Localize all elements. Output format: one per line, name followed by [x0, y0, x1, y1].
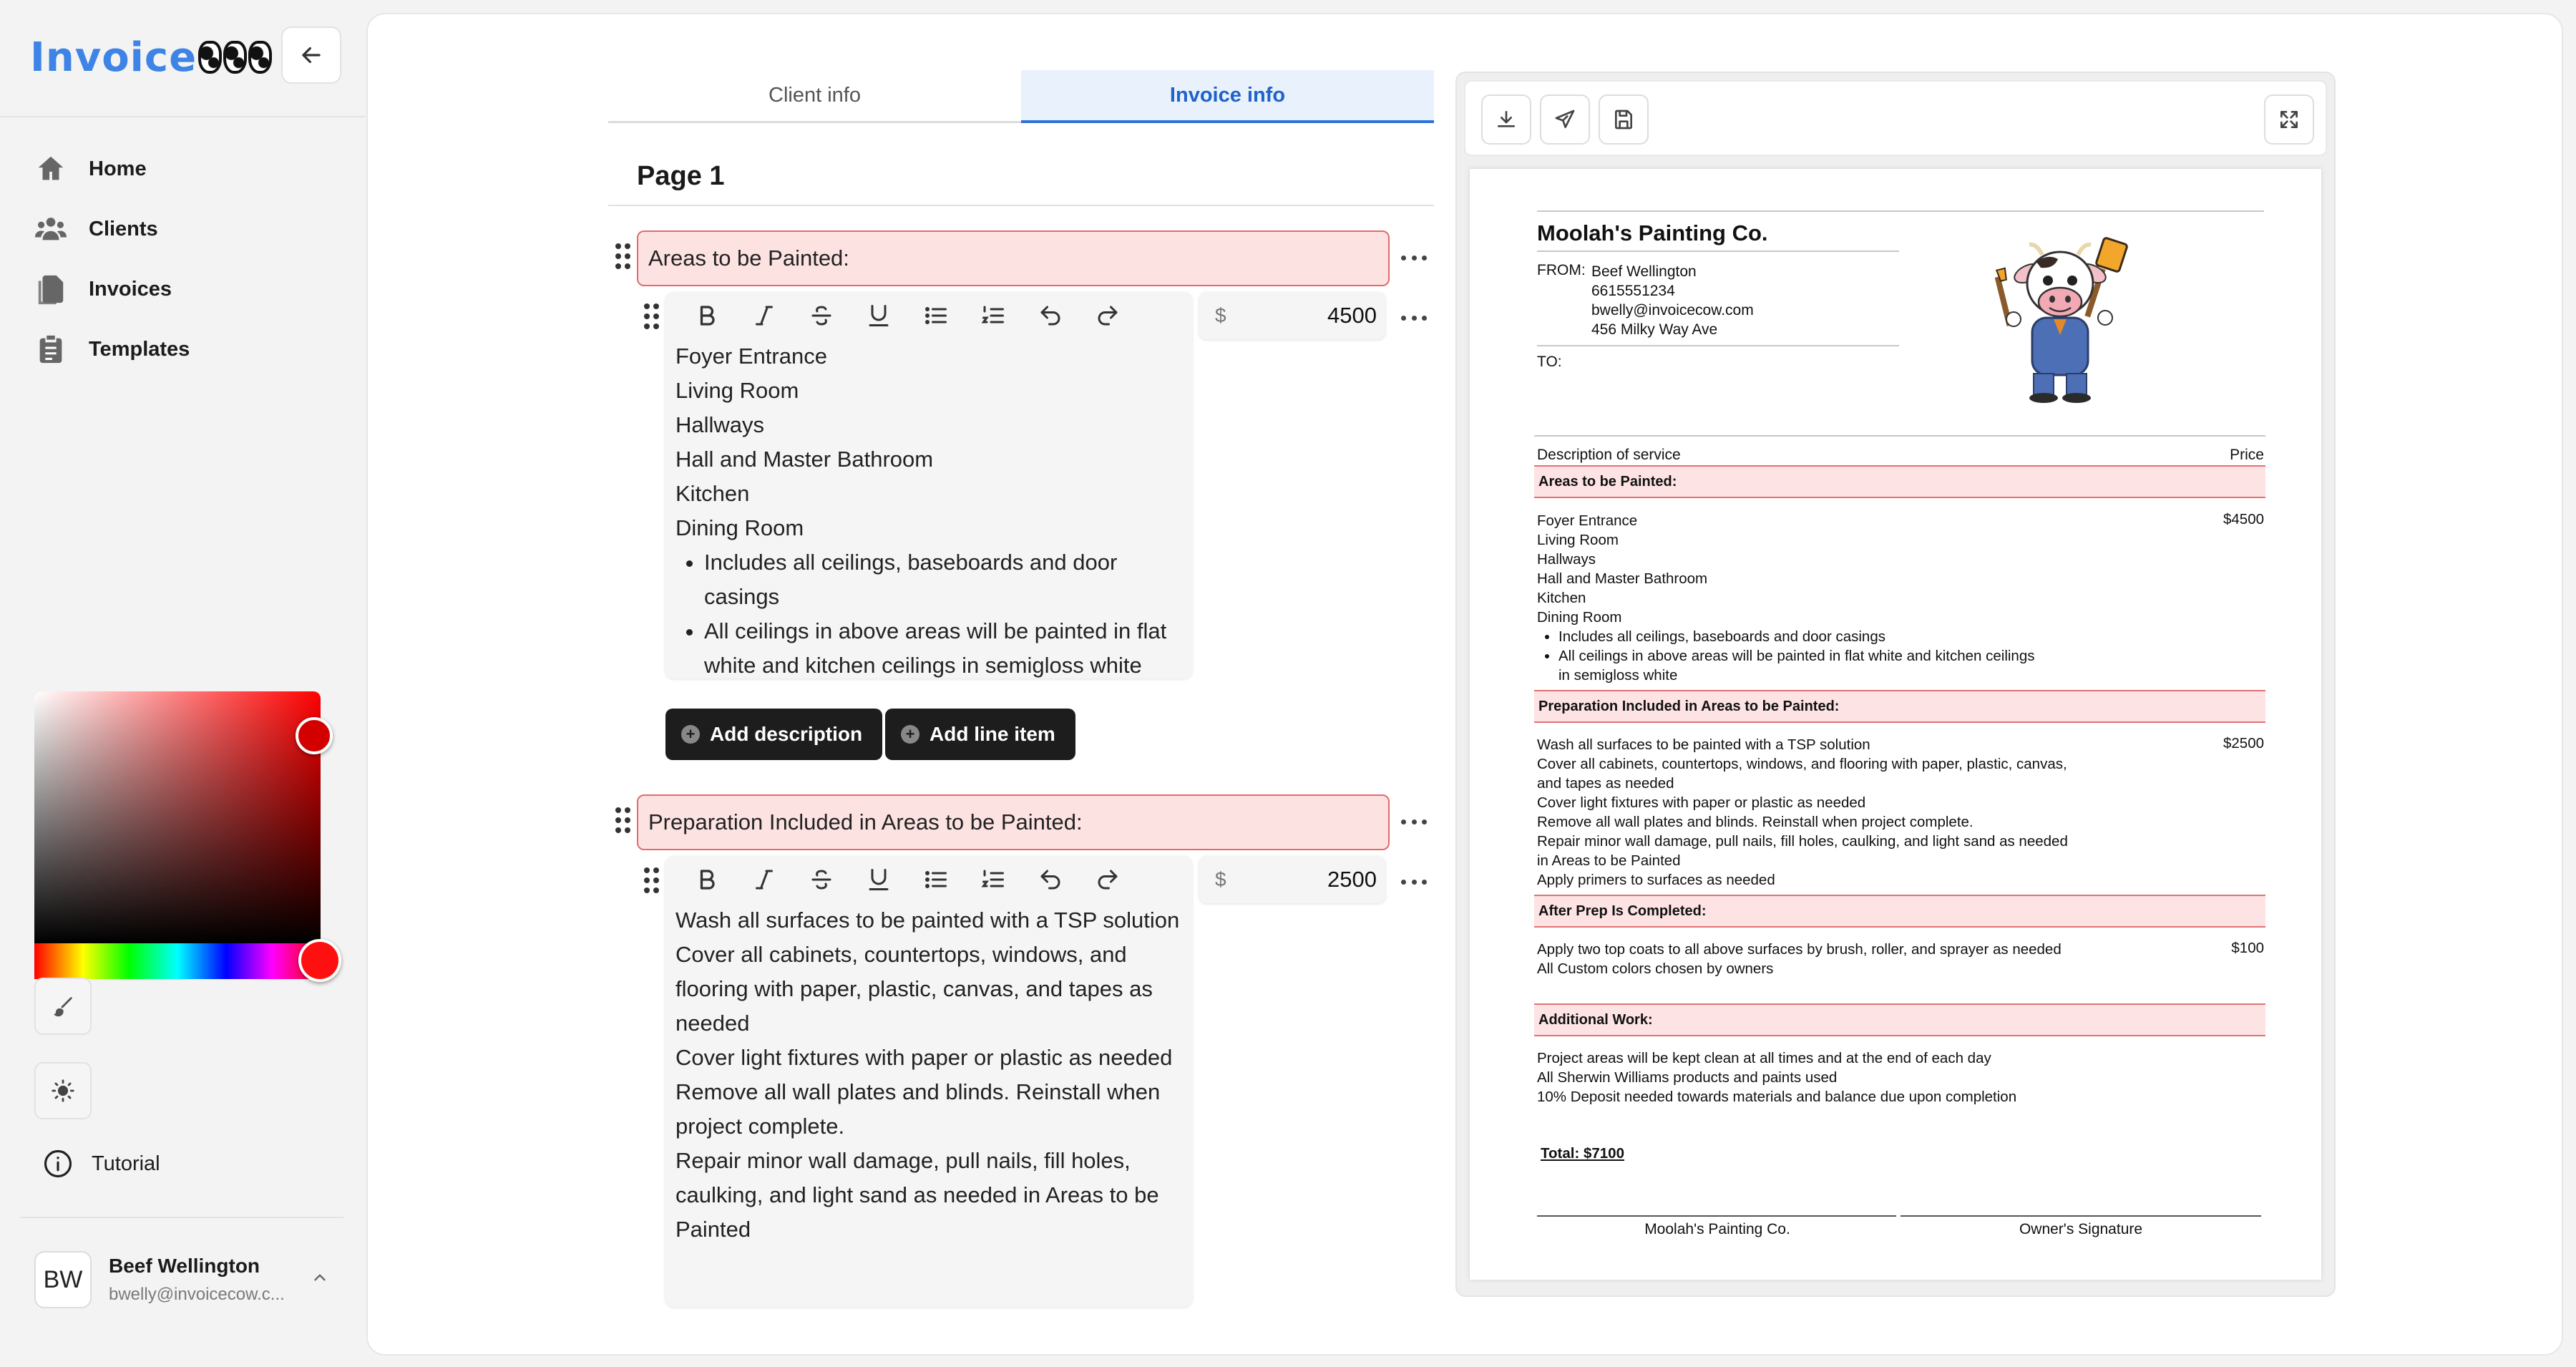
home-icon [34, 152, 67, 185]
preview-line: Apply two top coats to all above surfaces by brush, roller, and sprayer as needed [1537, 941, 2062, 958]
preview-amount: $100 [2231, 940, 2264, 956]
tab-invoice-info[interactable]: Invoice info [1021, 70, 1434, 123]
italic-button[interactable] [736, 856, 793, 903]
bullet-item: • Includes all ceilings, baseboards and door casings [704, 545, 1184, 614]
preview-line: Remove all wall plates and blinds. Reinstall when project complete. [1537, 814, 1974, 830]
plus-circle-icon: + [901, 725, 919, 744]
more-options-icon[interactable] [1401, 245, 1427, 271]
text-line: Living Room [675, 378, 799, 403]
nav-item-invoices[interactable] [34, 269, 172, 309]
preview-section-title: Additional Work: [1534, 1003, 2265, 1036]
text-line: Repair minor wall damage, pull nails, fill holes, caulking, and light sand as needed in Areas to be Painted [675, 1148, 1159, 1242]
currency-symbol: $ [1215, 868, 1226, 890]
text-toolbar [665, 856, 1192, 903]
user-email: bwelly@invoicecow.c... [109, 1285, 285, 1304]
text-toolbar [665, 292, 1192, 339]
nav-label: Clients [89, 217, 158, 240]
save-icon [1612, 108, 1635, 131]
underline-button[interactable] [850, 856, 907, 903]
main-panel [366, 13, 2563, 1356]
line-item-editor[interactable] [665, 856, 1192, 1307]
bullet-list-button[interactable] [907, 856, 965, 903]
from-line: bwelly@invoicecow.com [1591, 302, 1754, 318]
col-description: Description of service [1537, 447, 1681, 463]
button-label: Add line item [930, 723, 1055, 745]
signature-line [1537, 1215, 1896, 1217]
eyedropper-button[interactable] [34, 978, 92, 1035]
preview-bullet: • All ceilings in above areas will be painted in flat white and kitchen ceilings in semigloss white [1558, 646, 2038, 685]
bold-icon [694, 867, 720, 892]
text-line: Cover light fixtures with paper or plastic as needed [675, 1045, 1173, 1070]
owner-signature-label: Owner's Signature [2019, 1221, 2143, 1237]
price-value: 2500 [1327, 867, 1377, 892]
numbered-list-button[interactable] [965, 292, 1022, 339]
preview-line: Cover light fixtures with paper or plastic as needed [1537, 794, 1866, 811]
strikethrough-icon [809, 303, 834, 329]
preview-section-title: Areas to be Painted: [1534, 465, 2265, 498]
invoice-total: Total: $7100 [1541, 1145, 1624, 1162]
logo-cow-icon [198, 41, 272, 74]
from-line: Beef Wellington [1591, 263, 1697, 280]
hue-slider[interactable] [34, 943, 321, 979]
from-label: FROM: [1537, 262, 1586, 278]
expand-icon [2278, 108, 2301, 131]
preview-line: 10% Deposit needed towards materials and balance due upon completion [1537, 1089, 2017, 1105]
numbered-list-icon [980, 303, 1006, 329]
underline-button[interactable] [850, 292, 907, 339]
save-button[interactable] [1599, 94, 1649, 145]
price-input[interactable] [1199, 856, 1385, 903]
invoice-company-name: Moolah's Painting Co. [1537, 220, 1768, 245]
page-divider [608, 205, 1434, 206]
italic-button[interactable] [736, 292, 793, 339]
clipboard-icon [34, 333, 67, 366]
cow-mascot-logo [1985, 233, 2150, 405]
tutorial-link[interactable] [43, 1149, 160, 1179]
sidebar [0, 0, 365, 1367]
section-title-input[interactable]: Preparation Included in Areas to be Painted: [637, 794, 1390, 850]
description-text[interactable] [665, 903, 1192, 1255]
from-line: 6615551234 [1591, 283, 1675, 299]
saturation-handle[interactable] [296, 717, 333, 754]
nav-label: Templates [89, 337, 190, 361]
drag-handle-icon[interactable] [644, 867, 660, 895]
preview-line: Living Room [1537, 532, 1619, 548]
preview-lines [1537, 1049, 2016, 1106]
more-options-icon[interactable] [1401, 869, 1427, 895]
text-line: Wash all surfaces to be painted with a TSP solution [675, 908, 1180, 933]
undo-icon [1038, 303, 1063, 329]
preview-line: Kitchen [1537, 590, 1586, 606]
preview-line: All Sherwin Williams products and paints used [1537, 1069, 1838, 1086]
text-line: Remove all wall plates and blinds. Reinstall when project complete. [675, 1079, 1161, 1139]
invoice-page [1470, 169, 2321, 1280]
line-item-editor[interactable] [665, 292, 1192, 678]
strikethrough-button[interactable] [793, 856, 850, 903]
preview-line: Hall and Master Bathroom [1537, 570, 1708, 587]
hue-handle[interactable] [298, 939, 341, 982]
preview-bullet: • Includes all ceilings, baseboards and door casings [1558, 627, 2038, 646]
nav-item-home[interactable] [34, 149, 147, 189]
from-line: 456 Milky Way Ave [1591, 321, 1718, 338]
nav-item-templates[interactable] [34, 329, 190, 369]
preview-amount: $2500 [2223, 735, 2264, 751]
redo-button[interactable] [1079, 292, 1136, 339]
logo-text: Invoice [30, 34, 197, 81]
undo-icon [1038, 867, 1063, 892]
preview-line: Apply primers to surfaces as needed [1537, 872, 1775, 888]
preview-line: Repair minor wall damage, pull nails, fill holes, caulking, and light sand as needed in Areas to be Painted [1537, 833, 2068, 869]
strikethrough-button[interactable] [793, 292, 850, 339]
rule [1537, 345, 1899, 346]
underline-icon [866, 867, 892, 892]
more-options-icon[interactable] [1401, 809, 1427, 835]
preview-lines [1537, 940, 2081, 978]
preview-lines [1537, 511, 2038, 685]
page-title: Page 1 [637, 161, 725, 191]
sidebar-divider [0, 116, 365, 117]
preview-line: Cover all cabinets, countertops, windows, and flooring with paper, plastic, canvas, and tapes as needed [1537, 756, 2067, 792]
download-icon [1495, 108, 1518, 131]
redo-button[interactable] [1079, 856, 1136, 903]
text-line: Dining Room [675, 515, 804, 540]
from-address [1591, 262, 1754, 339]
italic-icon [751, 867, 777, 892]
avatar: BW [34, 1251, 92, 1308]
color-picker[interactable] [34, 691, 321, 979]
nav-label: Home [89, 157, 147, 180]
more-options-icon[interactable] [1401, 305, 1427, 331]
bullet-list-icon [923, 867, 949, 892]
nav-item-clients[interactable] [34, 209, 158, 249]
italic-icon [751, 303, 777, 329]
plus-circle-icon: + [681, 725, 700, 744]
underline-icon [866, 303, 892, 329]
bullet-list-button[interactable] [907, 292, 965, 339]
tab-bar [608, 70, 1434, 123]
currency-symbol: $ [1215, 304, 1226, 326]
chevron-up-icon[interactable] [311, 1268, 329, 1287]
col-price: Price [2230, 447, 2264, 463]
nav-label: Invoices [89, 277, 172, 301]
text-line: Foyer Entrance [675, 344, 827, 369]
preview-section-title: After Prep Is Completed: [1534, 895, 2265, 928]
preview-amount: $4500 [2223, 511, 2264, 527]
section-title-input[interactable]: Areas to be Painted: [637, 230, 1390, 286]
price-input[interactable] [1199, 292, 1385, 339]
button-label: Add description [710, 723, 863, 745]
drag-handle-icon[interactable] [615, 807, 631, 835]
send-button[interactable] [1540, 94, 1590, 145]
redo-icon [1095, 303, 1121, 329]
preview-line: Hallways [1537, 551, 1596, 568]
user-name: Beef Wellington [109, 1255, 260, 1277]
description-text[interactable] [665, 339, 1192, 678]
bold-icon [694, 303, 720, 329]
price-value: 4500 [1327, 303, 1377, 328]
text-line: Hall and Master Bathroom [675, 447, 934, 472]
sun-icon [51, 1079, 75, 1103]
rule [1537, 250, 1899, 252]
redo-icon [1095, 867, 1121, 892]
signature-line [1901, 1215, 2261, 1217]
rule [1534, 435, 2265, 437]
text-line: Hallways [675, 412, 765, 437]
preview-toolbar [1464, 80, 2327, 156]
download-button[interactable] [1481, 94, 1531, 145]
rule [1537, 210, 2264, 212]
text-line: Kitchen [675, 481, 750, 506]
theme-toggle-button[interactable] [34, 1062, 92, 1119]
document-icon [34, 273, 67, 306]
sidebar-divider [20, 1217, 343, 1218]
saturation-area[interactable] [34, 691, 321, 943]
drag-handle-icon[interactable] [615, 243, 631, 271]
preview-line: Dining Room [1537, 609, 1622, 626]
numbered-list-button[interactable] [965, 856, 1022, 903]
preview-line: Wash all surfaces to be painted with a TSP solution [1537, 736, 1870, 753]
brush-icon [51, 994, 75, 1018]
arrow-left-icon [298, 42, 325, 69]
preview-line: Foyer Entrance [1537, 512, 1638, 529]
undo-button[interactable] [1022, 292, 1079, 339]
preview-section-title: Preparation Included in Areas to be Painted: [1534, 690, 2265, 723]
tutorial-label: Tutorial [92, 1152, 160, 1175]
to-label: TO: [1537, 354, 1562, 370]
preview-line: Project areas will be kept clean at all times and at the end of each day [1537, 1050, 1991, 1066]
undo-button[interactable] [1022, 856, 1079, 903]
drag-handle-icon[interactable] [644, 303, 660, 331]
collapse-sidebar-button[interactable] [281, 26, 341, 84]
preview-lines [1537, 735, 2081, 890]
bold-button[interactable] [678, 856, 736, 903]
users-icon [34, 213, 67, 245]
numbered-list-icon [980, 867, 1006, 892]
company-signature-label: Moolah's Painting Co. [1644, 1221, 1790, 1237]
add-description-button[interactable] [665, 709, 882, 760]
tab-client-info[interactable]: Client info [608, 70, 1021, 123]
send-icon [1553, 108, 1576, 131]
fullscreen-button[interactable] [2264, 94, 2314, 145]
add-line-item-button[interactable] [885, 709, 1075, 760]
bullet-list-icon [923, 303, 949, 329]
bold-button[interactable] [678, 292, 736, 339]
preview-line: All Custom colors chosen by owners [1537, 960, 1774, 977]
invoice-preview [1455, 72, 2336, 1297]
column-headers [1537, 447, 2264, 464]
strikethrough-icon [809, 867, 834, 892]
user-menu[interactable] [34, 1251, 285, 1308]
info-icon [43, 1149, 73, 1179]
app-logo[interactable] [30, 31, 272, 83]
text-line: Cover all cabinets, countertops, windows, and flooring with paper, plastic, canvas, and tapes as needed [675, 942, 1153, 1036]
bullet-item: • All ceilings in above areas will be painted in flat white and kitchen ceilings in semigloss white [704, 614, 1184, 678]
